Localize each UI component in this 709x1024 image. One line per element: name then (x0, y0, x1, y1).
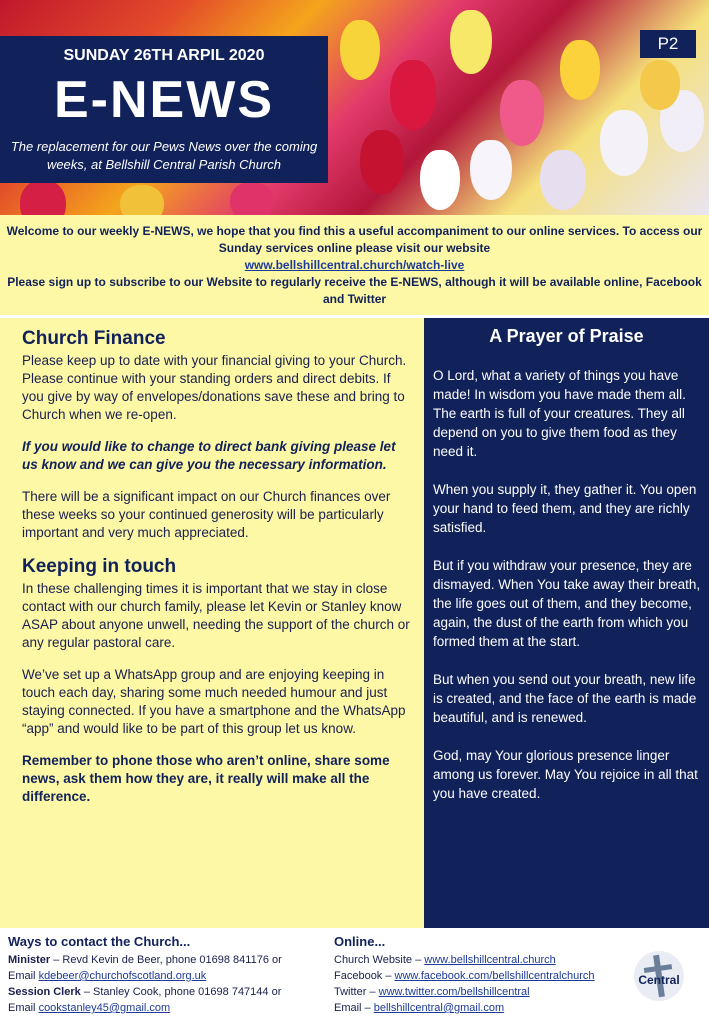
twitter-link[interactable]: www.twitter.com/bellshillcentral (378, 986, 530, 998)
prayer-text (433, 366, 705, 822)
tulip-banner-image (0, 0, 709, 215)
online-email-link[interactable]: bellshillcentral@gmail.com (373, 1002, 505, 1014)
minister-label: Minister (8, 954, 51, 966)
minister-email-link[interactable]: kdebeer@churchofscotland.org.uk (38, 970, 207, 982)
touch-paragraph: In these challenging times it is important that we stay in close contact with our church family, please let Kevin or Stanley know ASAP about anyone unwell, needing the support of the church or any regular pastoral care. (22, 581, 410, 650)
clerk-email-link[interactable]: cookstanley45@gmail.com (38, 1002, 171, 1014)
logo-text: Central (638, 973, 680, 987)
finance-impact-paragraph: There will be a significant impact on our Church finances over these weeks so your continued generosity will be particularly important and very much appreciated. (22, 489, 391, 540)
online-heading: Online... (334, 934, 386, 949)
website-link[interactable]: www.bellshillcentral.church (424, 954, 556, 966)
finance-heading: Church Finance (22, 328, 166, 349)
issue-date: SUNDAY 26TH ARPIL 2020 (63, 47, 265, 64)
facebook-link[interactable]: www.facebook.com/bellshillcentralchurch (394, 970, 595, 982)
email-label: Email (8, 970, 39, 982)
whatsapp-paragraph: We’ve set up a WhatsApp group and are enjoying keeping in touch each day, sharing some much needed humour and just staying connected. If you have a smartphone and the WhatsApp “app” and would like to be part of this group let us know. (22, 667, 406, 736)
contact-heading: Ways to contact the Church... (8, 934, 191, 949)
church-logo-icon (633, 950, 685, 1002)
minister-details: – Revd Kevin de Beer, phone 01698 841176 or (50, 954, 282, 966)
prayer-stanza: But if you withdraw your presence, they are dismayed. When You take away their breath, the life goes out of them, and they become, again, the dust of the earth from which you formed them at the start. (433, 558, 701, 649)
prayer-title: A Prayer of Praise (489, 326, 644, 346)
prayer-stanza: God, may Your glorious presence linger among us forever. May You rejoice in all that you have created. (433, 748, 698, 801)
facebook-label: Facebook – (334, 970, 395, 982)
page-number: P2 (640, 30, 696, 58)
finance-paragraph: Please keep up to date with your financial giving to your Church. Please continue with your standing orders and direct debits. If you give by way of envelopes/donations save these and bring to Church when we re-open. (22, 353, 407, 422)
online-section (334, 934, 634, 1016)
twitter-label: Twitter – (334, 986, 379, 998)
prayer-stanza: When you supply it, they gather it. You open your hand to feed them, and they are richly satisfied. (433, 482, 697, 535)
prayer-column (424, 318, 709, 928)
title-box (0, 36, 328, 183)
online-email-label: Email – (334, 1002, 374, 1014)
email-label: Email (8, 1002, 39, 1014)
newsletter-title: E-NEWS (54, 71, 274, 129)
clerk-details: – Stanley Cook, phone 01698 747144 or (80, 986, 282, 998)
clerk-label: Session Clerk (8, 986, 81, 998)
welcome-section (0, 215, 709, 315)
footer (0, 930, 709, 1024)
welcome-text: Welcome to our weekly E-NEWS, we hope that you find this a useful accompaniment to our online services. To access our Sunday services online please visit our website (6, 224, 703, 255)
direct-giving-note: If you would like to change to direct bank giving please let us know and we can give you the necessary information. (22, 439, 396, 472)
prayer-stanza: But when you send out your breath, new life is created, and the face of the earth is made beautiful, and is renewed. (433, 672, 697, 725)
contact-section (8, 934, 318, 1016)
left-column (0, 318, 424, 928)
prayer-stanza: O Lord, what a variety of things you have made! In wisdom you have made them all. The earth is full of your creatures. They all depend on you to give them food as they need it. (433, 368, 686, 459)
newsletter-subtitle: The replacement for our Pews News over the coming weeks, at Bellshill Central Parish Church (10, 139, 318, 172)
subscribe-text: Please sign up to subscribe to our Website to regularly receive the E-NEWS, although it will be available online, Facebook and Twitter (7, 275, 702, 306)
phone-reminder: Remember to phone those who aren’t online, share some news, ask them how they are, it really will make all the difference. (22, 753, 390, 804)
watch-live-link[interactable]: www.bellshillcentral.church/watch-live (244, 258, 465, 272)
keeping-in-touch-heading: Keeping in touch (22, 556, 177, 577)
website-label: Church Website – (334, 954, 425, 966)
